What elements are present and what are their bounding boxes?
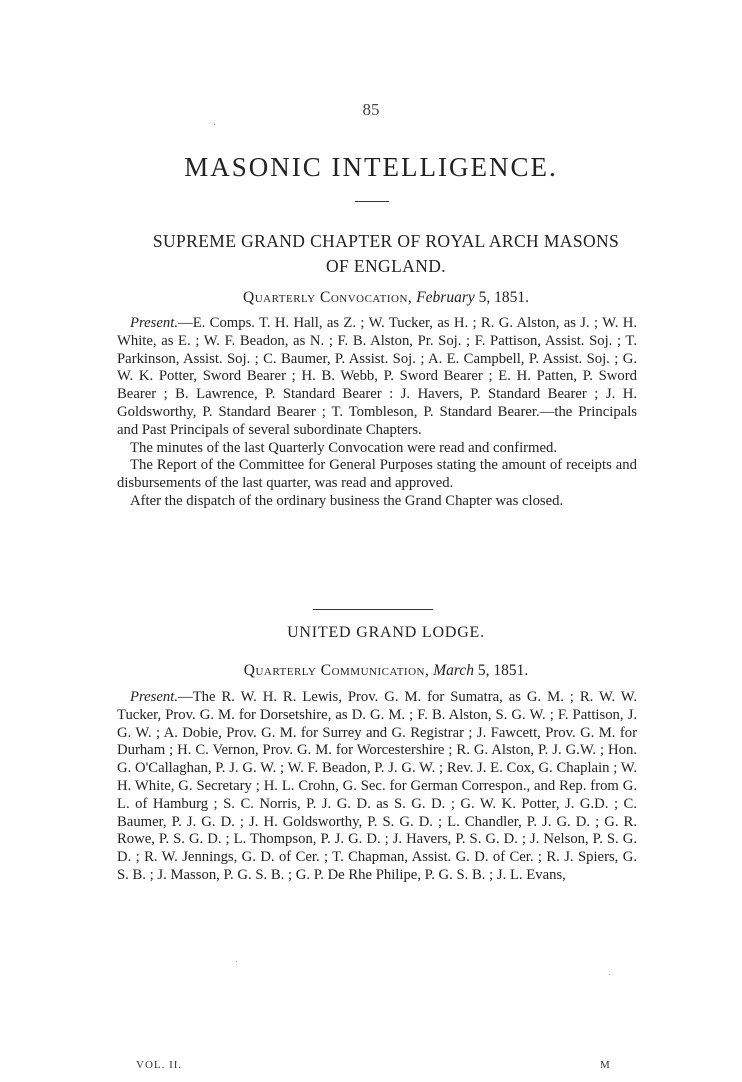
communication-month: March (433, 662, 474, 679)
grand-chapter-body (117, 315, 637, 511)
main-title: MASONIC INTELLIGENCE. (184, 152, 558, 182)
convocation-month: February (416, 289, 475, 306)
section-divider-rule (313, 609, 433, 610)
report-paragraph: The Report of the Committee for General Purposes stating the amount of receipts and disbursements of the last quarter, was read and approved. (117, 457, 637, 492)
print-speck (609, 974, 610, 975)
section-heading-grand-chapter: SUPREME GRAND CHAPTER OF ROYAL ARCH MASONS (152, 231, 620, 251)
present-paragraph (117, 315, 637, 440)
communication-subheading (130, 661, 642, 681)
lodge-present-paragraph (117, 689, 637, 885)
minutes-paragraph: The minutes of the last Quarterly Convocation were read and confirmed. (130, 439, 558, 456)
lodge-present-label: Present. (130, 689, 178, 705)
convocation-label: Quarterly Convocation, (243, 289, 413, 306)
lodge-present-list: —The R. W. H. R. Lewis, Prov. G. M. for Sumatra, as G. M. ; R. W. W. Tucker, Prov. G. M. for Dorsetshire, as D. G. M. ; F. B. Alston, S. G. W. ; F. Pattison, J. G. W. ; A. Dobie, Prov. G. M. for Surrey and G. Registrar ; J. Fawcett, Prov. G. M. for Durham ; H. C. Vernon, Prov. G. M. for Worcestershire ; R. G. Alston, P. J. G.W. ; Hon. G. O'Callaghan, P. J. G. W. ; W. F. Beadon, P. J. G. W. ; Rev. J. E. Cox, G. Chaplain ; W. H. White, G. Secretary ; H. L. Crohn, G. Sec. for German Correspon., and Rep. from G. L. of Hamburg ; S. C. Norris, P. J. G. D. as S. G. D. ; G. W. K. Potter, J. G.D. ; C. Baumer, P. J. G. D. ; J. H. Goldsworthy, P. S. G. D. ; L. Chandler, P. J. G. D. ; G. R. Rowe, P. S. G. D. ; L. Thompson, P. J. G. D. ; J. Havers, P. S. G. D. ; J. Nelson, P. S. G. D. ; R. W. Jennings, G. D. of Cer. ; T. Chapman, Assist. G. D. of Cer. ; R. J. Spiers, G. S. B. ; J. Masson, P. G. S. B. ; G. P. De Rhe Philipe, P. G. S. B. ; J. L. Evans, (117, 689, 637, 883)
section-heading-grand-chapter-line2: OF ENGLAND. (325, 256, 447, 276)
closing-paragraph: After the dispatch of the ordinary business the Grand Chapter was closed. (130, 492, 564, 509)
present-list: —E. Comps. T. H. Hall, as Z. ; W. Tucker, as H. ; R. G. Alston, as J. ; W. H. White, as E. ; W. F. Beadon, as N. ; F. B. Alston, Pr. Soj. ; F. Pattison, Assist. Soj. ; T. Parkinson, Assist. Soj. ; C. Baumer, P. Assist. Soj. ; A. E. Campbell, P. Assist. Soj. ; G. W. K. Potter, Sword Bearer ; H. B. Webb, P. Sword Bearer ; E. H. Patten, P. Sword Bearer ; B. Lawrence, P. Standard Bearer : J. Havers, P. Standard Bearer ; J. H. Goldsworthy, P. Standard Bearer ; T. Tombleson, P. Standard Bearer.—the Principals and Past Principals of several subordinate Chapters. (117, 315, 637, 438)
communication-date: 5, 1851. (477, 662, 529, 679)
grand-lodge-body (117, 689, 637, 885)
print-speck (236, 961, 237, 962)
present-label: Present. (130, 315, 178, 331)
page-number: 85 (362, 100, 380, 119)
signature-mark: M (600, 1059, 610, 1071)
section-heading-grand-lodge: UNITED GRAND LODGE. (287, 624, 485, 641)
volume-footer: VOL. II. (136, 1059, 183, 1071)
convocation-date: 5, 1851. (478, 289, 529, 306)
title-divider-rule (355, 201, 389, 202)
communication-label: Quarterly Communication, (243, 662, 430, 679)
print-speck (214, 124, 215, 125)
convocation-subheading (130, 288, 642, 308)
